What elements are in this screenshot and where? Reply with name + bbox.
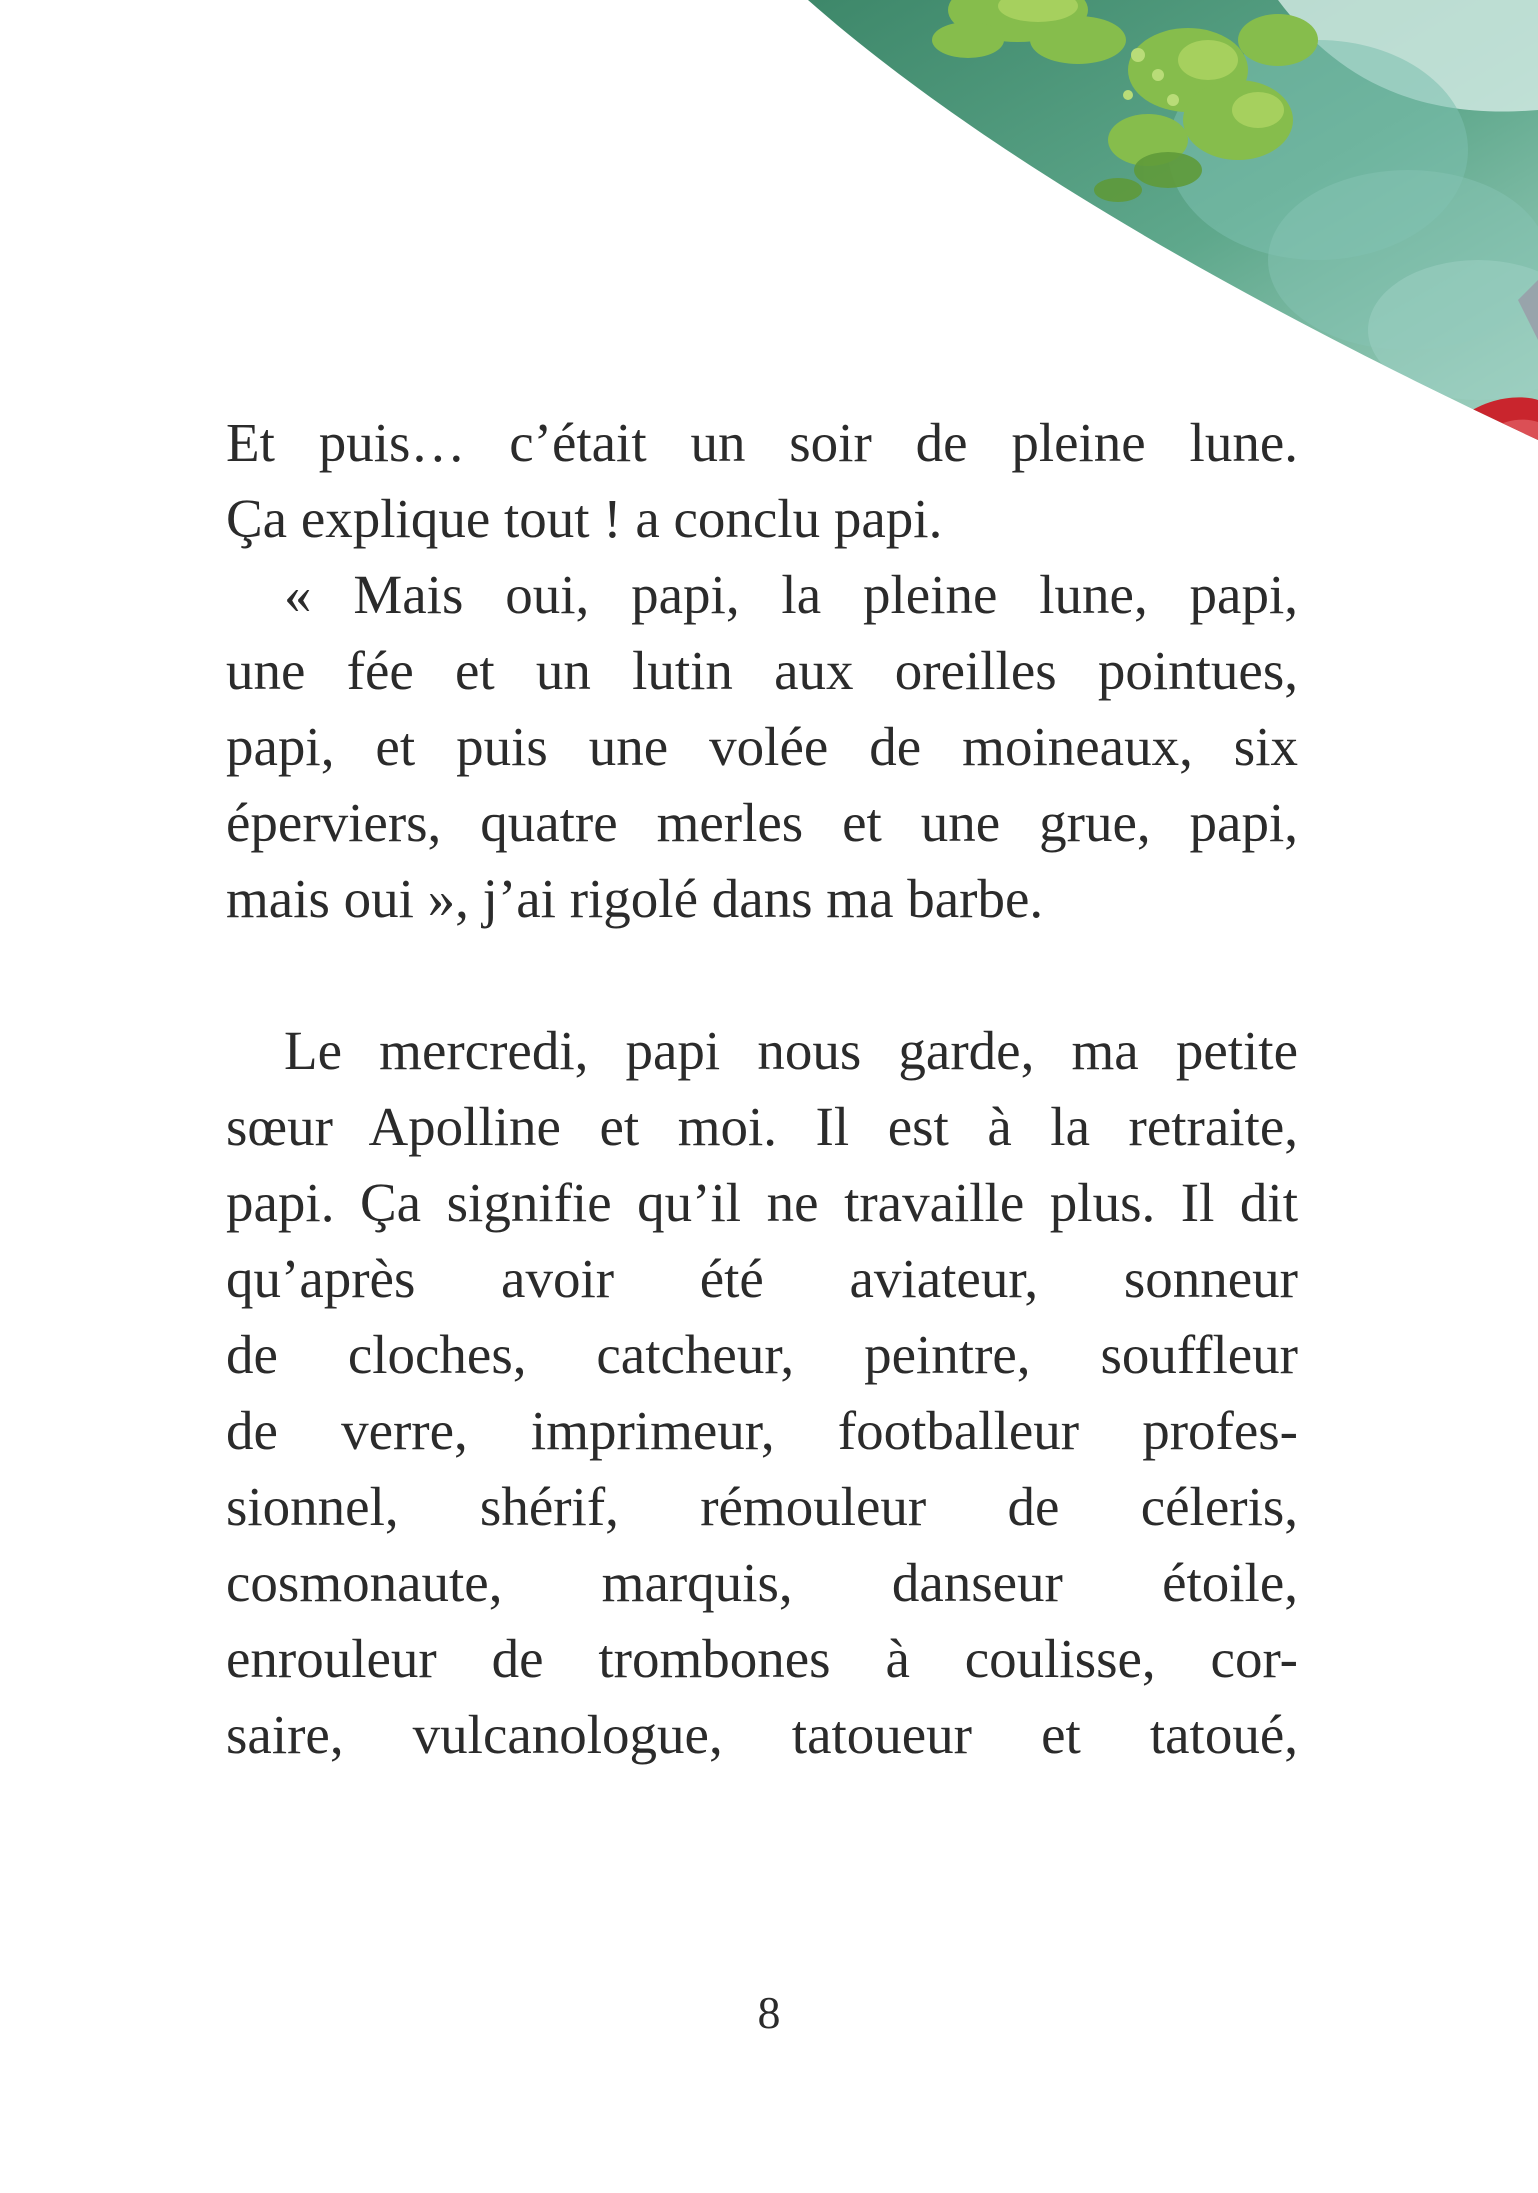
page-number: 8 [757, 1987, 781, 2038]
text-line: qu’après avoir été aviateur, sonneur [226, 1248, 1298, 1309]
text-line: une fée et un lutin aux oreilles pointues, [226, 640, 1298, 701]
text-line: éperviers, quatre merles et une grue, papi, [226, 792, 1298, 853]
paragraph [226, 557, 1298, 937]
text-line: « Mais oui, papi, la pleine lune, papi, [284, 564, 1298, 625]
text-line: mais oui », j’ai rigolé dans ma barbe. [226, 868, 1044, 929]
text-line: Le mercredi, papi nous garde, ma petite [284, 1020, 1298, 1081]
text-line: enrouleur de trombones à coulisse, cor- [226, 1628, 1298, 1689]
text-line: Et puis… c’était un soir de pleine lune. [226, 412, 1298, 473]
text-line: saire, vulcanologue, tatoueur et tatoué, [226, 1704, 1298, 1765]
text-line: papi, et puis une volée de moineaux, six [226, 716, 1298, 777]
text-line: de verre, imprimeur, footballeur profes- [226, 1400, 1298, 1461]
text-line: cosmonaute, marquis, danseur étoile, [226, 1552, 1298, 1613]
story-text [226, 405, 1298, 1773]
corner-tree-illustration [718, 0, 1538, 470]
text-line: sœur Apolline et moi. Il est à la retraite, [226, 1096, 1298, 1157]
paragraph-spacer [226, 937, 1298, 1013]
text-line: sionnel, shérif, rémouleur de céleris, [226, 1476, 1298, 1537]
text-line: de cloches, catcheur, peintre, souffleur [226, 1324, 1298, 1385]
text-line: papi. Ça signifie qu’il ne travaille plus. Il dit [226, 1172, 1298, 1233]
text-line: Ça explique tout ! a conclu papi. [226, 488, 943, 549]
paragraph [226, 405, 1298, 557]
paragraph [226, 1013, 1298, 1773]
